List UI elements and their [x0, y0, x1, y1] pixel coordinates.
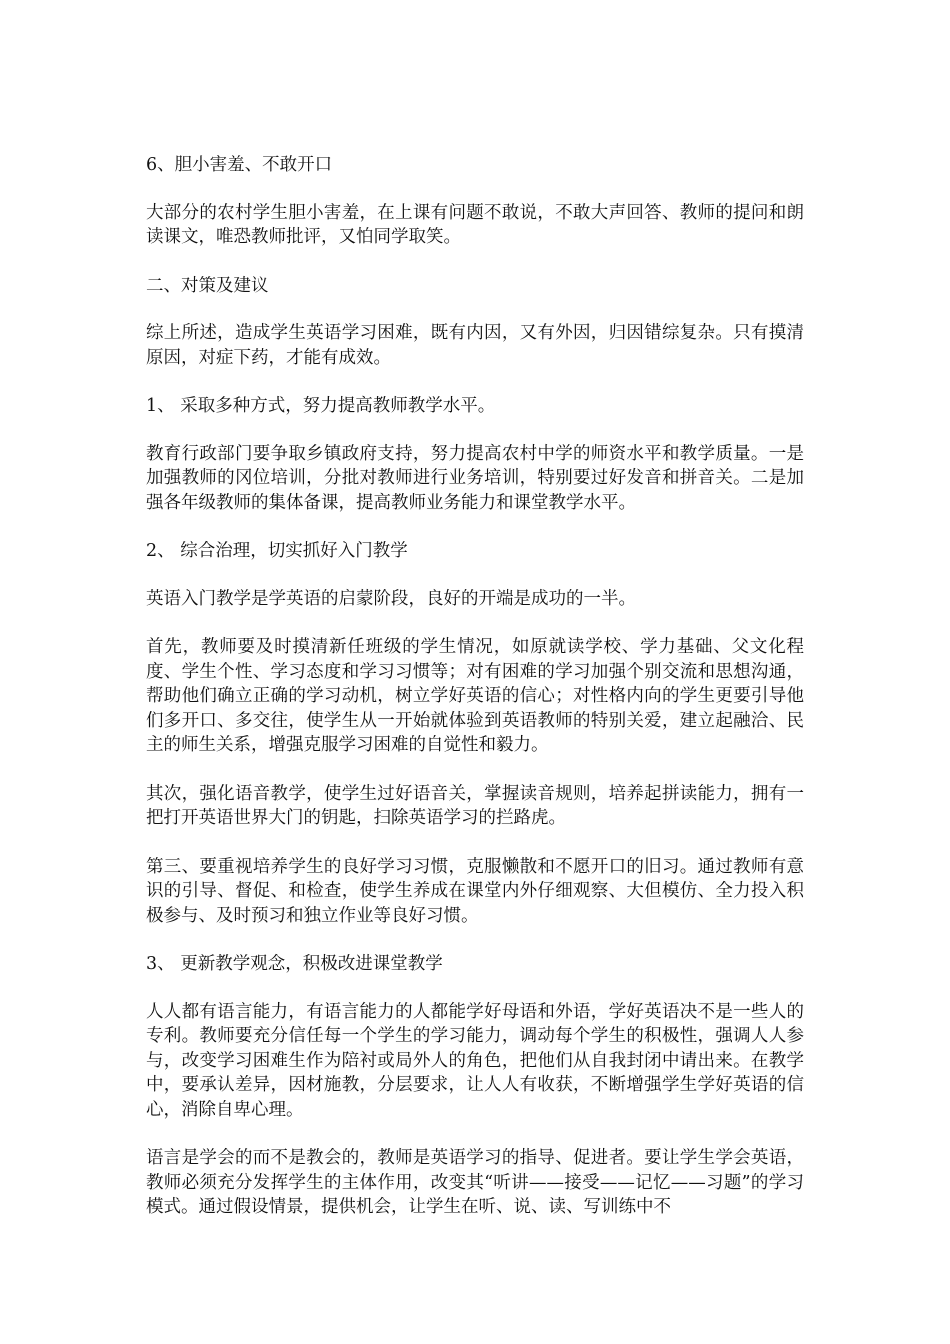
- section-heading-6: 6、胆小害羞、不敢开口: [146, 155, 333, 175]
- section-heading-2: 2、 综合治理，切实抓好入门教学: [146, 541, 408, 561]
- paragraph-third: 第三、要重视培养学生的良好学习习惯，克服懒散和不愿开口的旧习。通过教师有意识的引导、督促、和检查，使学生养成在课堂内外仔细观察、大但模仿、全力投入积极参与、及时预习和独立作业等良好习惯。: [146, 856, 804, 926]
- paragraph-language-ability: 人人都有语言能力，有语言能力的人都能学好母语和外语，学好英语决不是一些人的专利。教师要充分信任每一个学生的学习能力，调动每个学生的积极性，强调人人参与，改变学习困难生作为陪衬或局外人的角色，把他们从自我封闭中请出来。在教学中，要承认差异，因材施教，分层要求，让人人有收获，不断增强学生学好英语的信心，消除自卑心理。: [146, 1001, 804, 1120]
- paragraph-summary: 综上所述，造成学生英语学习困难，既有内因，又有外因，归因错综复杂。只有摸清原因，对症下药，才能有成效。: [146, 323, 804, 368]
- document-body: [146, 153, 804, 1244]
- paragraph-intro-teaching: 英语入门教学是学英语的启蒙阶段，良好的开端是成功的一半。: [146, 588, 636, 609]
- paragraph-timid-students: 大部分的农村学生胆小害羞，在上课有问题不敢说，不敢大声回答、教师的提问和朗读课文，唯恐教师批评，又怕同学取笑。: [146, 202, 804, 247]
- paragraph-second: 其次，强化语音教学，使学生过好语音关，掌握读音规则，培养起拼读能力，拥有一把打开英语世界大门的钥匙，扫除英语学习的拦路虎。: [146, 783, 804, 828]
- paragraph-teacher-training: 教育行政部门要争取乡镇政府支持，努力提高农村中学的师资水平和教学质量。一是加强教师的冈位培训，分批对教师进行业务培训，特别要过好发音和拼音关。二是加强各年级教师的集体备课，提高教师业务能力和课堂教学水平。: [146, 443, 804, 513]
- paragraph-first: 首先，教师要及时摸清新任班级的学生情况，如原就读学校、学力基础、父文化程度、学生个性、学习态度和学习习惯等；对有困难的学习加强个别交流和思想沟通，帮助他们确立正确的学习动机，树立学好英语的信心；对性格内向的学生更要引导他们多开口、多交往，使学生从一开始就体验到英语教师的特别关爱，建立起融洽、民主的师生关系，增强克服学习困难的自觉性和毅力。: [146, 637, 804, 755]
- paragraph-learner-centered: 语言是学会的而不是教会的，教师是英语学习的指导、促进者。要让学生学会英语，教师必须充分发挥学生的主体作用，改变其“听讲——接受——记忆——习题”的学习模式。通过假设情景，提供机会，让学生在听、说、读、写训练中不: [146, 1148, 804, 1217]
- section-heading-1: 1、 采取多种方式，努力提高教师教学水平。: [146, 396, 496, 416]
- section-heading-countermeasures: 二、对策及建议: [146, 275, 269, 296]
- section-heading-3: 3、 更新教学观念，积极改进课堂教学: [146, 954, 443, 974]
